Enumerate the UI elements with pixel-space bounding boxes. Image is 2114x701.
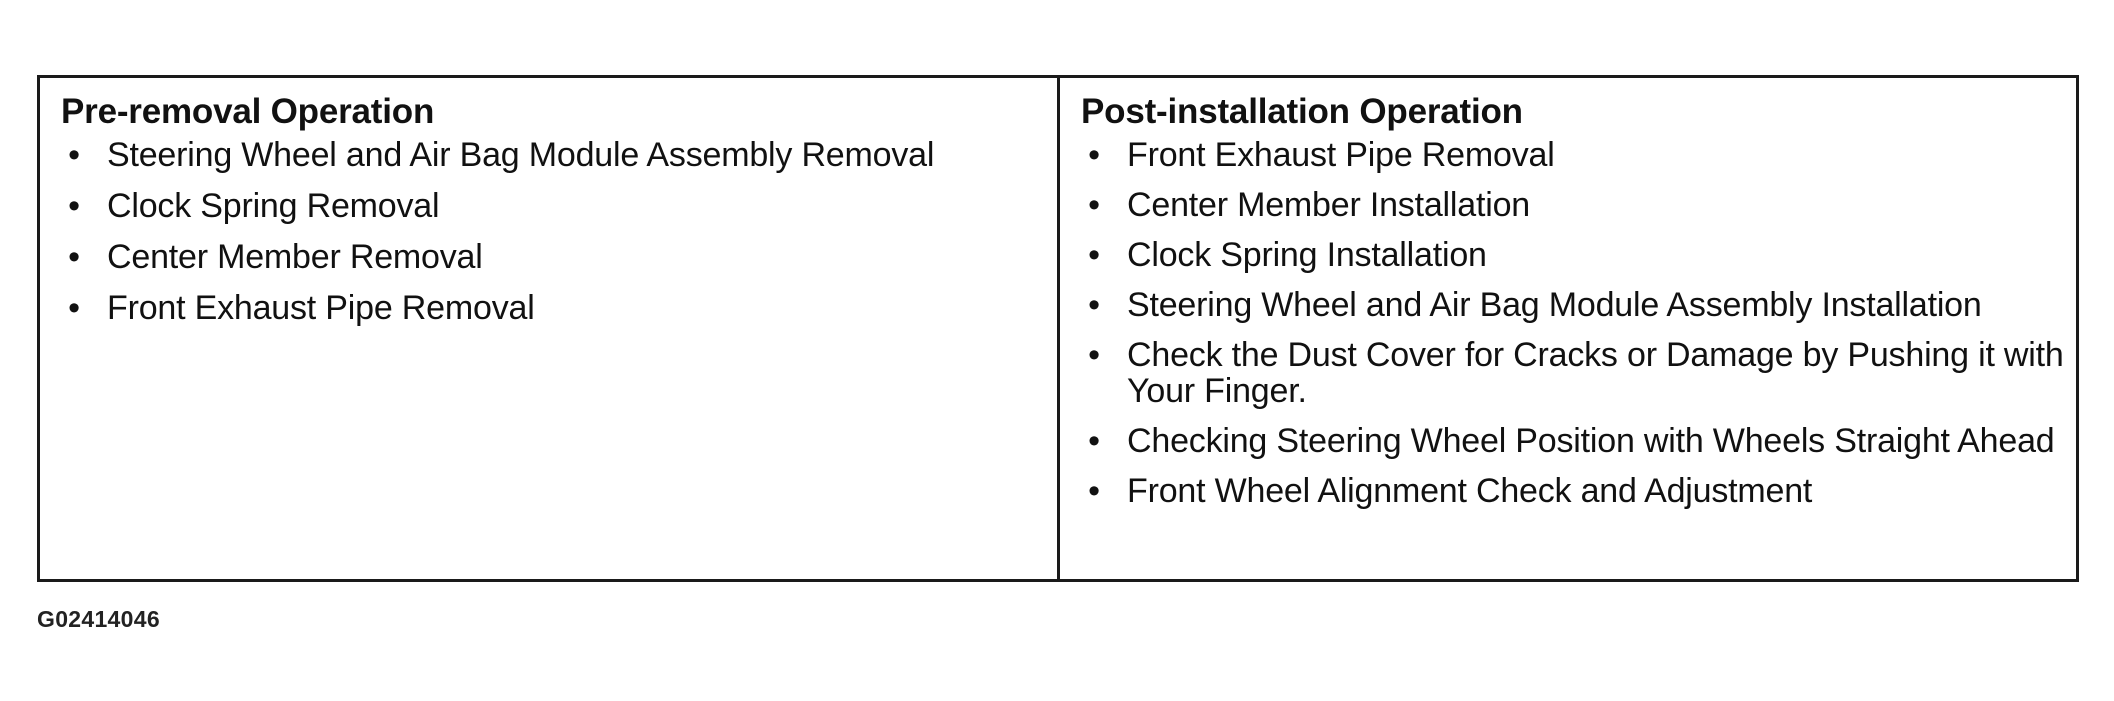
list-item-text: Center Member Installation	[1127, 186, 1530, 224]
bullet-icon: •	[1088, 336, 1100, 374]
post-installation-title: Post-installation Operation	[1081, 92, 1523, 131]
list-item	[1081, 473, 2076, 509]
bullet-icon: •	[1088, 136, 1100, 174]
bullet-icon: •	[1088, 236, 1100, 274]
pre-removal-title: Pre-removal Operation	[61, 92, 435, 131]
list-item-text: Center Member Removal	[107, 238, 483, 276]
list-item	[61, 239, 1057, 275]
bullet-icon: •	[68, 136, 80, 174]
list-item	[1081, 287, 2076, 323]
list-item-text: Front Exhaust Pipe Removal	[1127, 136, 1555, 174]
list-item	[61, 290, 1057, 326]
pre-removal-column	[40, 78, 1060, 579]
list-item-text: Checking Steering Wheel Position with Wheels Straight Ahead	[1127, 422, 2055, 460]
operations-table	[37, 75, 2079, 582]
bullet-icon: •	[68, 289, 80, 327]
bullet-icon: •	[1088, 286, 1100, 324]
figure-code: G02414046	[37, 606, 160, 632]
list-item	[61, 188, 1057, 224]
list-item-text: Steering Wheel and Air Bag Module Assembly Installation	[1127, 286, 1982, 324]
list-item	[1081, 137, 2076, 173]
bullet-icon: •	[68, 238, 80, 276]
list-item	[1081, 187, 2076, 223]
bullet-icon: •	[1088, 422, 1100, 460]
pre-removal-list	[61, 137, 1057, 326]
list-item-text: Clock Spring Removal	[107, 187, 440, 225]
list-item	[61, 137, 1057, 173]
list-item	[1081, 337, 2076, 409]
post-installation-list	[1081, 137, 2076, 509]
bullet-icon: •	[1088, 472, 1100, 510]
post-installation-column	[1060, 78, 2076, 579]
list-item-text: Front Wheel Alignment Check and Adjustment	[1127, 472, 1813, 510]
list-item	[1081, 237, 2076, 273]
list-item-text: Steering Wheel and Air Bag Module Assembly Removal	[107, 136, 935, 174]
bullet-icon: •	[68, 187, 80, 225]
list-item-text: Clock Spring Installation	[1127, 236, 1487, 274]
bullet-icon: •	[1088, 186, 1100, 224]
list-item-text: Front Exhaust Pipe Removal	[107, 289, 535, 327]
list-item	[1081, 423, 2076, 459]
list-item-text: Check the Dust Cover for Cracks or Damage by Pushing it with Your Finger.	[1127, 336, 2064, 410]
